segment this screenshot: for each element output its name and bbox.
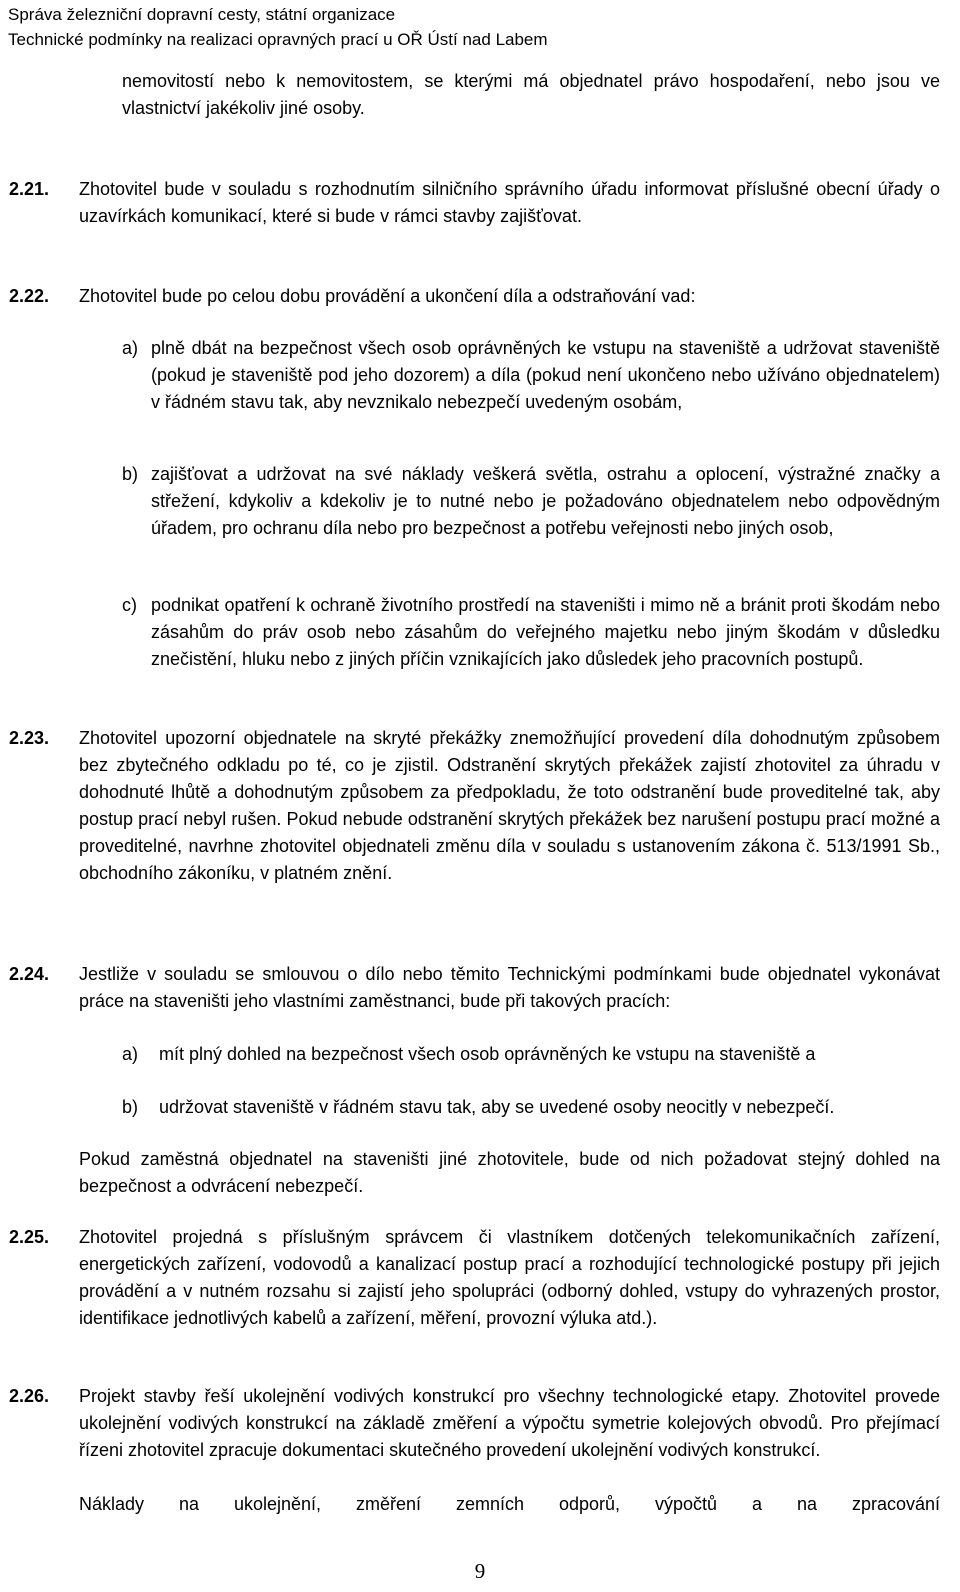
list-item-2-22-a: plně dbát na bezpečnost všech osob oprávněných ke vstupu na staveniště a udržovat staveniště (pokud je staveniště pod jeho dozorem) a díla (pokud není ukončeno nebo užíváno objednatelem) v řádném stavu tak, aby nevznikalo nebezpečí uvedeným osobám, <box>151 338 940 412</box>
list-item-2-22-c: podnikat opatření k ochraně životního prostředí na staveništi i mimo ně a bránit proti škodám nebo zásahům do práv osob nebo zásahům do veřejného majetku nebo jiným škodám v důsledku znečistění, hluku nebo z jiných příčin vznikajících jako důsledek jeho pracovních postupů. <box>151 595 940 669</box>
section-number-2-25: 2.25. <box>9 1227 50 1247</box>
section-number-2-23: 2.23. <box>9 728 50 748</box>
list-label-2-24-a: a) <box>122 1044 139 1064</box>
list-item-2-22-b: zajišťovat a udržovat na své náklady veškerá světla, ostrahu a oplocení, výstražné značky a střežení, kdykoliv a kdekoliv je to nutné nebo je požadováno objednatelem nebo odpovědným úřadem, pro ochranu díla nebo pro bezpečnost a potřebu veřejnosti nebo jiných osob, <box>151 464 940 538</box>
section-text-2-26: Projekt stavby řeší ukolejnění vodivých konstrukcí pro všechny technologické etapy. Zhotovitel provede ukolejnění vodivých konstrukcí na základě změření a výpočtu symetrie kolejových obvodů. Pro přejímací řízeni zhotovitel zpracuje dokumentaci skutečného provedení ukolejnění vodivých konstrukcí. <box>79 1386 940 1460</box>
section-after-2-26: Náklady na ukolejnění, změření zemních odporů, výpočtů a na zpracování <box>79 1494 940 1514</box>
section-after-2-24: Pokud zaměstná objednatel na staveništi jiné zhotovitele, bude od nich požadovat stejný dohled na bezpečnost a odvrácení nebezpečí. <box>79 1149 940 1196</box>
list-label-2-22-b: b) <box>122 464 139 484</box>
header-document-title: Technické podmínky na realizaci opravných prací u OŘ Ústí nad Labem <box>8 30 548 49</box>
section-text-2-24: Jestliže v souladu se smlouvou o dílo nebo těmito Technickými podmínkami bude objednatel vykonávat práce na staveništi jeho vlastními zaměstnanci, bude při takových pracích: <box>79 964 940 1011</box>
list-label-2-24-b: b) <box>122 1097 139 1117</box>
section-text-2-25: Zhotovitel projedná s příslušným správcem či vlastníkem dotčených telekomunikačních zařízení, energetických zařízení, vodovodů a kanalizací postup prací a rozhodující technologické postupy při jejich provádění a v nutném rozsahu si zajistí jeho spolupráci (odborný dohled, vstupy do vyhrazených prostor, identifikace jednotlivých kabelů a zařízení, měření, provozní výluka atd.). <box>79 1227 940 1328</box>
page-number: 9 <box>474 1559 486 1583</box>
section-number-2-26: 2.26. <box>9 1386 50 1406</box>
list-label-2-22-a: a) <box>122 338 139 358</box>
page-header <box>8 2 548 52</box>
list-label-2-22-c: c) <box>122 595 137 615</box>
section-number-2-22: 2.22. <box>9 286 50 306</box>
list-item-2-24-b: udržovat staveniště v řádném stavu tak, aby se uvedené osoby neocitly v nebezpečí. <box>159 1097 835 1117</box>
intro-paragraph: nemovitostí nebo k nemovitostem, se kterými má objednatel právo hospodaření, nebo jsou ve vlastnictví jakékoliv jiné osoby. <box>122 71 940 118</box>
section-number-2-24: 2.24. <box>9 964 50 984</box>
section-number-2-21: 2.21. <box>9 179 50 199</box>
section-text-2-21: Zhotovitel bude v souladu s rozhodnutím silničního správního úřadu informovat příslušné obecní úřady o uzavírkách komunikací, které si bude v rámci stavby zajišťovat. <box>79 179 940 226</box>
header-organization: Správa železniční dopravní cesty, státní organizace <box>8 5 396 24</box>
section-text-2-23: Zhotovitel upozorní objednatele na skryté překážky znemožňující provedení díla dohodnutým způsobem bez zbytečného odkladu po té, co je zjistil. Odstranění skrytých překážek zajistí zhotovitel za úhradu v dohodnuté lhůtě a dohodnutým způsobem za předpokladu, že toto odstranění bude proveditelné tak, aby postup prací nebyl rušen. Pokud nebude odstranění skrytých překážek bez narušení postupu prací možné a proveditelné, navrhne zhotovitel objednateli změnu díla v souladu s ustanovením zákona č. 513/1991 Sb., obchodního zákoníku, v platném znění. <box>79 728 940 883</box>
section-text-2-22: Zhotovitel bude po celou dobu provádění a ukončení díla a odstraňování vad: <box>79 286 696 306</box>
list-item-2-24-a: mít plný dohled na bezpečnost všech osob oprávněných ke vstupu na staveniště a <box>159 1044 816 1064</box>
